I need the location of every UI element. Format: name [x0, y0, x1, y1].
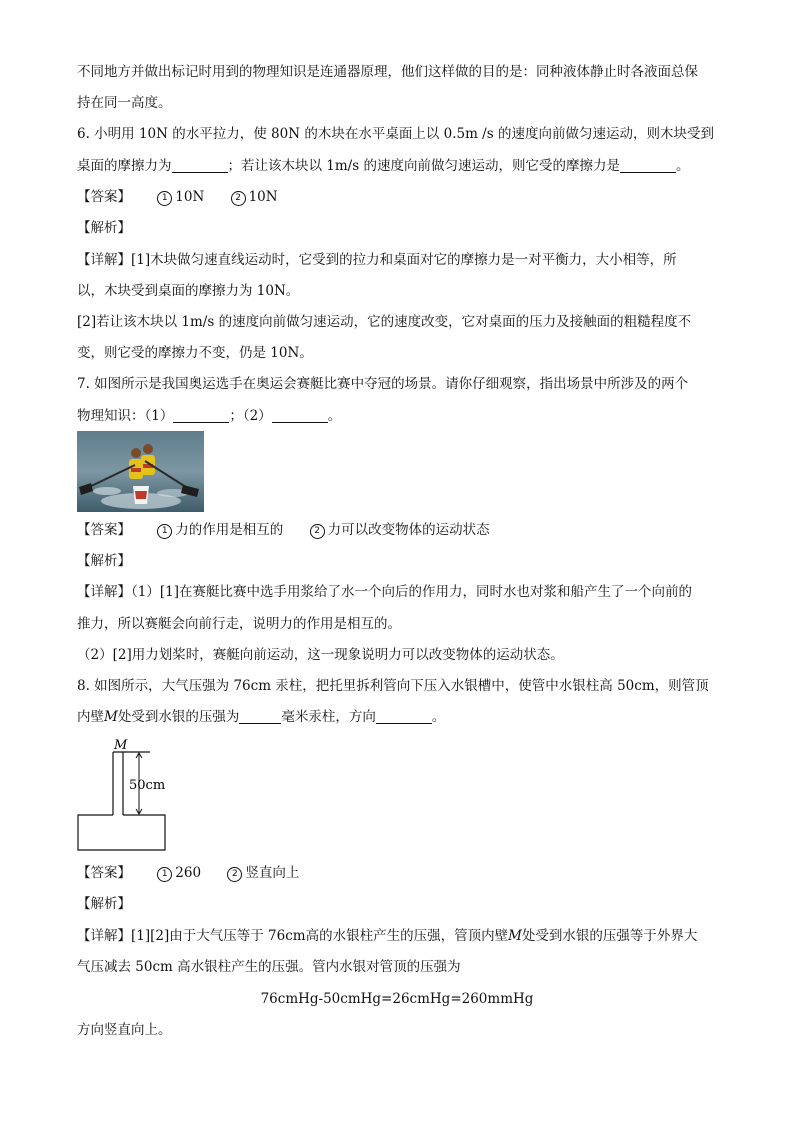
answer-value: 10N — [175, 189, 205, 205]
point-m-label: M — [104, 709, 118, 725]
q8-answer-1 — [157, 863, 201, 883]
q7-stem-line-1: 7. 如图所示是我国奥运选手在奥运会赛艇比赛中夺冠的场景。请你仔细观察，指出场景中所涉及的两个 — [77, 376, 689, 392]
q7-stem-text: 物理知识：（1） — [77, 408, 174, 424]
answer-tag: 【答案】 — [77, 865, 131, 881]
q7-stem-text-mid: ；（2） — [229, 408, 272, 424]
answer-tag: 【答案】 — [77, 522, 131, 538]
circled-number-icon: 1 — [157, 191, 172, 206]
q8-detail-line-1 — [77, 926, 697, 946]
q6-detail-line-3: [2]若让该木块以 1m/s 的速度向前做匀速运动，它的速度改变，它对桌面的压力及接触面的粗糙程度不 — [77, 314, 692, 330]
answer-tag: 【答案】 — [77, 189, 131, 205]
q6-stem-line-1: 6. 小明用 10N 的水平拉力，使 80N 的木块在水平桌面上以 0.5m /s 的速度向前做匀速运动，则木块受到 — [77, 126, 714, 142]
circled-number-icon: 2 — [231, 191, 246, 206]
torricelli-tube-diagram — [73, 737, 173, 855]
q6-blank-1 — [172, 158, 228, 173]
circled-number-icon: 2 — [227, 867, 242, 882]
q8-blank-1 — [239, 709, 281, 724]
q6-answer-line — [77, 187, 278, 207]
q8-answer-line — [77, 863, 299, 883]
q8-stem-text-mid: 处受到水银的压强为 — [117, 709, 240, 725]
answer-value: 10N — [248, 189, 278, 205]
q6-stem-text: 桌面的摩擦力为 — [77, 158, 172, 174]
q7-blank-1 — [173, 408, 229, 423]
q8-formula: 76cmHg-50cmHg=26cmHg=260mmHg — [260, 991, 534, 1007]
detail-tag: 【详解】 — [77, 584, 131, 600]
detail-text: [1][2]由于大气压等于 76cm高的水银柱产生的压强，管顶内壁 — [131, 928, 509, 944]
point-m-label: M — [508, 928, 522, 944]
q8-answer-2 — [227, 863, 299, 883]
analysis-tag: 【解析】 — [77, 553, 131, 569]
analysis-tag: 【解析】 — [77, 896, 131, 912]
figure-label-m: M — [114, 738, 128, 753]
q8-blank-2 — [376, 709, 432, 724]
q7-answer-2 — [310, 520, 490, 540]
analysis-tag: 【解析】 — [77, 220, 131, 236]
intro-line-1: 不同地方并做出标记时用到的物理知识是连通器原理，他们这样做的目的是：同种液体静止时各液面总保 — [77, 64, 698, 80]
q6-answer-2 — [231, 187, 278, 207]
q7-answer-1 — [157, 520, 283, 540]
q7-blank-2 — [272, 408, 328, 423]
q6-detail-line-1 — [77, 250, 677, 270]
q8-stem-text: 内壁 — [77, 709, 104, 725]
figure-label-height: 50cm — [129, 778, 166, 793]
q7-answer-line — [77, 520, 490, 540]
rowing-photo — [77, 431, 204, 512]
q7-stem-line-2 — [77, 406, 341, 426]
q7-detail-line-3: （2）[2]用力划桨时，赛艇向前运动，这一现象说明力可以改变物体的运动状态。 — [77, 647, 564, 663]
circled-number-icon: 1 — [157, 524, 172, 539]
detail-text: 处受到水银的压强等于外界大 — [521, 928, 698, 944]
q8-detail-line-2: 气压减去 50cm 高水银柱产生的压强。管内水银对管顶的压强为 — [77, 959, 461, 975]
q8-stem-end: 。 — [431, 709, 446, 725]
circled-number-icon: 2 — [310, 524, 325, 539]
q6-detail-line-2: 以，木块受到桌面的摩擦力为 10N。 — [77, 283, 300, 299]
circled-number-icon: 1 — [157, 867, 172, 882]
q6-stem-end: 。 — [675, 158, 690, 174]
intro-line-2: 持在同一高度。 — [77, 95, 172, 111]
q6-answer-1 — [157, 187, 204, 207]
answer-value: 260 — [175, 865, 202, 881]
q6-stem-line-2 — [77, 156, 689, 176]
q7-detail-line-1 — [77, 582, 692, 602]
q8-stem-line-1: 8. 如图所示，大气压强为 76cm 汞柱，把托里拆利管向下压入水银槽中，使管中水银柱高 50cm，则管顶 — [77, 678, 709, 694]
answer-value: 力可以改变物体的运动状态 — [327, 522, 490, 538]
q6-detail-line-4: 变，则它受的摩擦力不变，仍是 10N。 — [77, 345, 313, 361]
detail-text: （1）[1]在赛艇比赛中选手用浆给了水一个向后的作用力，同时水也对浆和船产生了一个向前的 — [131, 584, 692, 600]
q7-detail-line-2: 推力，所以赛艇会向前行走，说明力的作用是相互的。 — [77, 616, 401, 632]
detail-text: [1]木块做匀速直线运动时，它受到的拉力和桌面对它的摩擦力是一对平衡力，大小相等，所 — [131, 252, 677, 268]
detail-tag: 【详解】 — [77, 928, 131, 944]
q6-blank-2 — [620, 158, 676, 173]
q8-detail-line-3: 方向竖直向上。 — [77, 1022, 172, 1038]
q8-stem-text-mid2: 毫米汞柱，方向 — [281, 709, 376, 725]
answer-value: 力的作用是相互的 — [175, 522, 284, 538]
q8-stem-line-2 — [77, 707, 445, 727]
q7-stem-end: 。 — [327, 408, 342, 424]
detail-tag: 【详解】 — [77, 252, 131, 268]
answer-value: 竖直向上 — [245, 865, 300, 881]
q6-stem-text-mid: ；若让该木块以 1m/s 的速度向前做匀速运动，则它受的摩擦力是 — [227, 158, 620, 174]
